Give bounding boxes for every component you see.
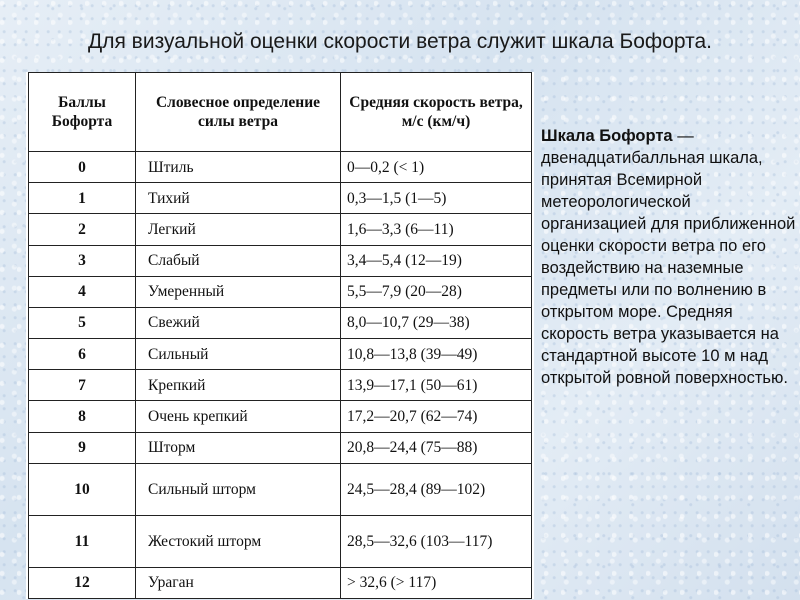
description-text: — двенадцатибалльная шкала, принятая Всемирной метеорологической организацией для приближенной оценки скорости ветра по его воздействию на наземные предметы или по волнению в открытом море. Средняя скорость ветра указывается на стандартной высоте 10 м над открытой ровной поверхностью.	[541, 127, 796, 387]
header-score: Баллы Бофорта	[29, 73, 136, 152]
table-row	[29, 245, 532, 276]
cell-speed: 28,5—32,6 (103—117)	[341, 515, 532, 567]
cell-score: 3	[29, 245, 136, 276]
cell-speed: 3,4—5,4 (12—19)	[341, 245, 532, 276]
cell-score: 7	[29, 370, 136, 401]
cell-speed: > 32,6 (> 117)	[341, 567, 532, 598]
cell-name: Ураган	[136, 567, 341, 598]
cell-speed: 1,6—3,3 (6—11)	[341, 214, 532, 245]
cell-score: 9	[29, 432, 136, 463]
cell-name: Тихий	[136, 183, 341, 214]
cell-name: Сильный	[136, 339, 341, 370]
table-header-row	[29, 73, 532, 152]
slide-title: Для визуальной оценки скорости ветра служит шкала Бофорта.	[88, 30, 712, 53]
table-row	[29, 370, 532, 401]
table-row	[29, 432, 532, 463]
table-row	[29, 339, 532, 370]
cell-name: Умеренный	[136, 276, 341, 307]
cell-score: 2	[29, 214, 136, 245]
cell-score: 12	[29, 567, 136, 598]
cell-name: Шторм	[136, 432, 341, 463]
table-row	[29, 463, 532, 515]
beaufort-table	[28, 72, 532, 599]
cell-name: Свежий	[136, 307, 341, 338]
cell-score: 1	[29, 183, 136, 214]
cell-score: 0	[29, 152, 136, 183]
table-row	[29, 152, 532, 183]
cell-speed: 20,8—24,4 (75—88)	[341, 432, 532, 463]
cell-speed: 0—0,2 (< 1)	[341, 152, 532, 183]
cell-speed: 24,5—28,4 (89—102)	[341, 463, 532, 515]
header-name: Словесное определение силы ветра	[136, 73, 341, 152]
cell-name: Жестокий шторм	[136, 515, 341, 567]
cell-score: 11	[29, 515, 136, 567]
cell-score: 6	[29, 339, 136, 370]
cell-name: Штиль	[136, 152, 341, 183]
cell-speed: 17,2—20,7 (62—74)	[341, 401, 532, 432]
cell-score: 5	[29, 307, 136, 338]
cell-speed: 10,8—13,8 (39—49)	[341, 339, 532, 370]
cell-score: 4	[29, 276, 136, 307]
table-row	[29, 214, 532, 245]
table-row	[29, 307, 532, 338]
cell-speed: 8,0—10,7 (29—38)	[341, 307, 532, 338]
beaufort-table-container	[26, 72, 534, 599]
table-row	[29, 401, 532, 432]
header-speed: Средняя скорость ветра, м/с (км/ч)	[341, 73, 532, 152]
cell-score: 10	[29, 463, 136, 515]
table-row	[29, 567, 532, 598]
cell-speed: 0,3—1,5 (1—5)	[341, 183, 532, 214]
table-row	[29, 276, 532, 307]
cell-name: Очень крепкий	[136, 401, 341, 432]
cell-name: Легкий	[136, 214, 341, 245]
cell-name: Слабый	[136, 245, 341, 276]
beaufort-description	[541, 125, 799, 389]
description-term: Шкала Бофорта	[541, 127, 673, 145]
table-row	[29, 183, 532, 214]
cell-name: Сильный шторм	[136, 463, 341, 515]
cell-speed: 13,9—17,1 (50—61)	[341, 370, 532, 401]
table-row	[29, 515, 532, 567]
cell-score: 8	[29, 401, 136, 432]
cell-name: Крепкий	[136, 370, 341, 401]
cell-speed: 5,5—7,9 (20—28)	[341, 276, 532, 307]
